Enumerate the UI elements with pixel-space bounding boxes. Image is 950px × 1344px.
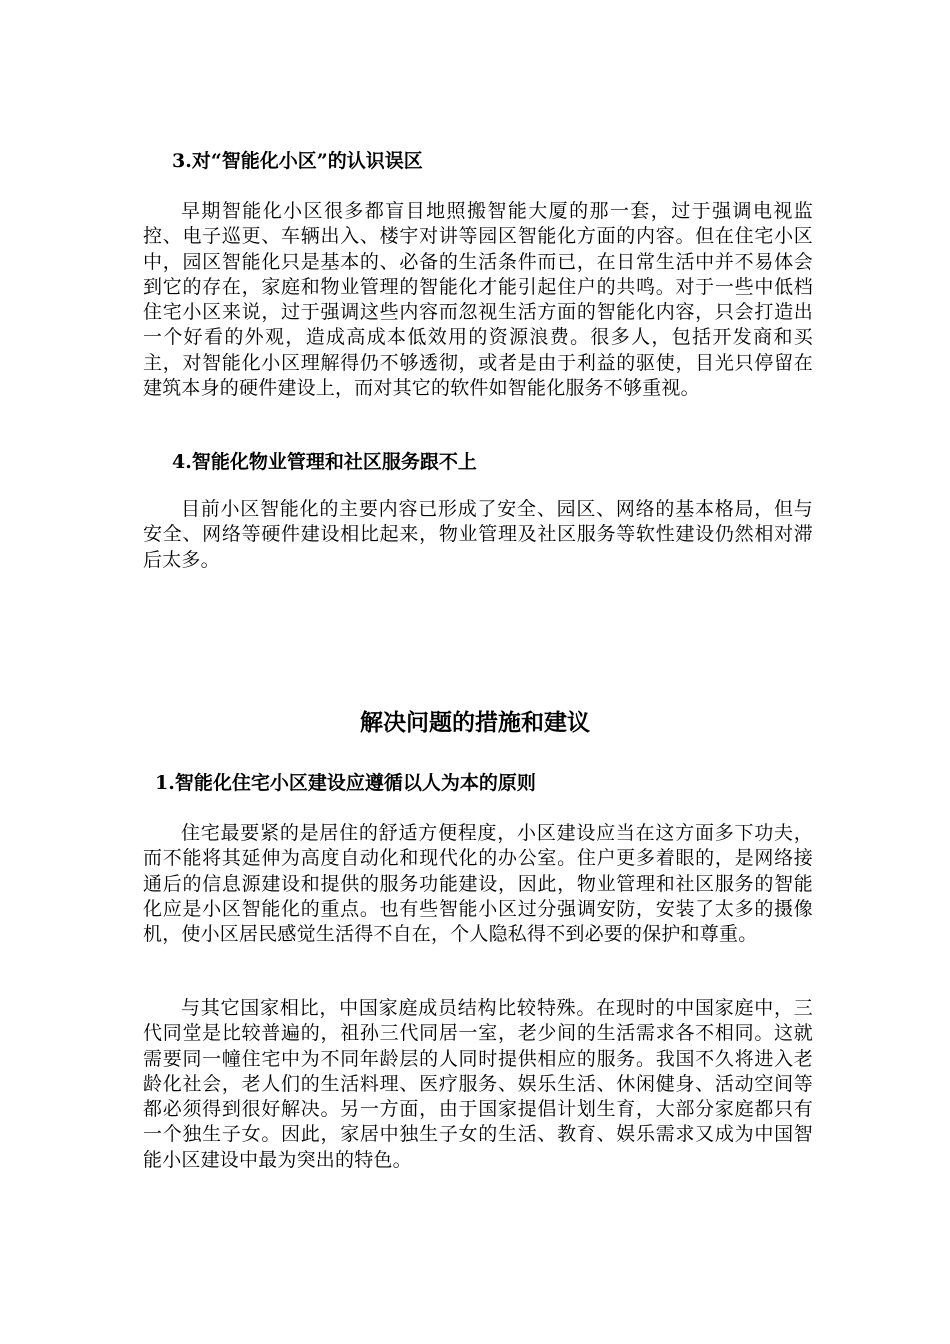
measure-1-paragraph-2: 与其它国家相比，中国家庭成员结构比较特殊。在现时的中国家庭中，三代同堂是比较普遍的，祖孙三代同居一室，老少间的生活需求各不相同。这就需要同一幢住宅中为不同年龄层的人同时提供相应的服务。我国不久将进入老龄化社会，老人们的生活料理、医疗服务、娱乐生活、休闲健身、活动空间等都必须得到很好解决。另一方面，由于国家提倡计划生育，大部分家庭都只有一个独生子女。因此，家居中独生子女的生活、教育、娱乐需求又成为中国智能小区建设中最为突出的特色。 [143,997,813,1171]
section-4-heading: 4.智能化物业管理和社区服务跟不上 [172,451,477,473]
chapter-title: 解决问题的措施和建议 [360,709,590,736]
section-3-heading: 3.对“智能化小区”的认识误区 [172,150,423,172]
section-3-paragraph: 早期智能化小区很多都盲目地照搬智能大厦的那一套，过于强调电视监控、电子巡更、车辆出入、楼宇对讲等园区智能化方面的内容。但在住宅小区中，园区智能化只是基本的、必备的生活条件而已，在日常生活中并不易体会到它的存在，家庭和物业管理的智能化才能引起住户的共鸣。对于一些中低档住宅小区来说，过于强调这些内容而忽视生活方面的智能化内容，只会打造出一个好看的外观，造成高成本低效用的资源浪费。很多人，包括开发商和买主，对智能化小区理解得仍不够透彻，或者是由于利益的驱使，目光只停留在建筑本身的硬件建设上，而对其它的软件如智能化服务不够重视。 [143,200,813,400]
measure-1-heading: 1.智能化住宅小区建设应遵循以人为本的原则 [155,772,536,794]
measure-1-paragraph-1: 住宅最要紧的是居住的舒适方便程度，小区建设应当在这方面多下功夫，而不能将其延伸为高度自动化和现代化的办公室。住户更多着眼的，是网络接通后的信息源建设和提供的服务功能建设，因此，物业管理和社区服务的智能化应是小区智能化的重点。也有些智能小区过分强调安防，安装了太多的摄像机，使小区居民感觉生活得不自在，个人隐私得不到必要的保护和尊重。 [143,822,813,946]
section-4-paragraph: 目前小区智能化的主要内容已形成了安全、园区、网络的基本格局，但与安全、网络等硬件建设相比起来，物业管理及社区服务等软性建设仍然相对滞后太多。 [143,498,813,571]
